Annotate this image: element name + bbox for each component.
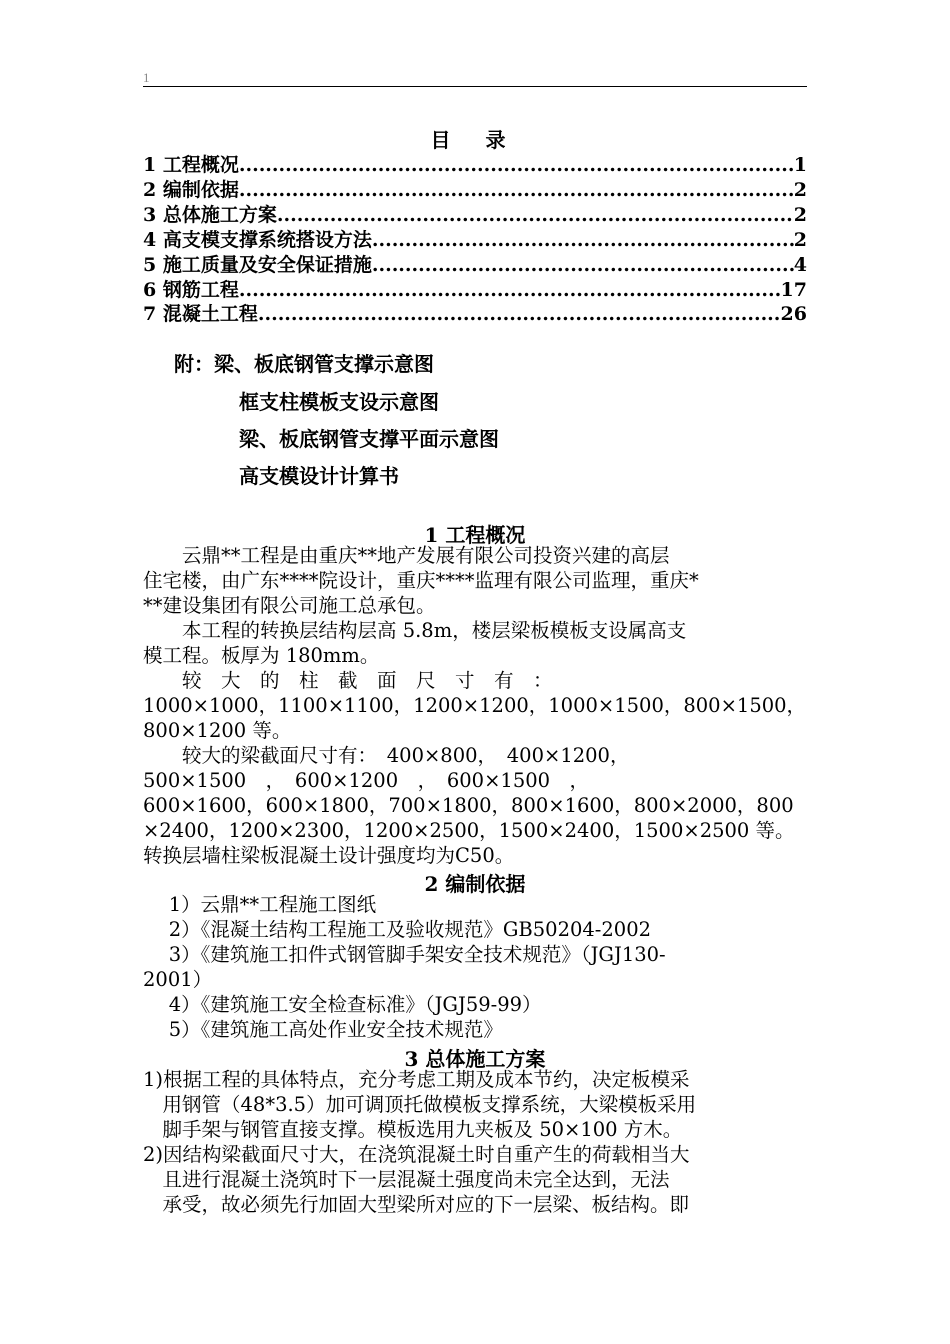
toc-item-page: 1 [793, 154, 807, 176]
body-line: 1000×1000，1100×1100，1200×1200，1000×1500，800×1500， [143, 694, 807, 717]
body-line: 较大的梁截面尺寸有： 400×800， 400×1200， [143, 744, 630, 767]
toc-leader [239, 179, 794, 201]
toc-item[interactable] [143, 175, 807, 199]
body-line: 800×1200 等。 [143, 719, 292, 742]
body-line: **建设集团有限公司施工总承包。 [143, 594, 436, 617]
body-line: 且进行混凝土浇筑时下一层混凝土强度尚未完全达到，无法 [143, 1168, 670, 1191]
body-line: 承受，故必须先行加固大型梁所对应的下一层梁、板结构。即 [143, 1193, 690, 1216]
body-line: 2）《混凝土结构工程施工及验收规范》GB50204-2002 [143, 918, 652, 941]
toc-item-page: 2 [793, 179, 807, 201]
body-line: 1)根据工程的具体特点，充分考虑工期及成本节约，决定板模采 [143, 1068, 690, 1091]
body-line: 2001） [143, 968, 213, 991]
toc-title: 目 录 [430, 128, 520, 152]
toc-leader [372, 229, 794, 251]
section-heading: 2 编制依据 [424, 872, 526, 896]
body-line: 600×1600，600×1800，700×1800，800×1600，800×2000，800 [143, 794, 794, 817]
toc-item-page: 2 [793, 204, 807, 226]
body-line: 模工程。板厚为 180mm。 [143, 644, 380, 667]
toc-item-title: 6 钢筋工程 [143, 279, 239, 301]
toc-leader [277, 204, 794, 226]
page-number: 1 [143, 70, 150, 85]
toc-item[interactable] [143, 150, 807, 174]
body-line: 云鼎**工程是由重庆**地产发展有限公司投资兴建的高层 [143, 544, 670, 567]
body-line: 1）云鼎**工程施工图纸 [143, 893, 377, 916]
body-line: ×2400，1200×2300，1200×2500，1500×2400，1500×2500 等。 [143, 819, 795, 842]
body-line: 3）《建筑施工扣件式钢管脚手架安全技术规范》（JGJ130- [143, 943, 666, 966]
toc-leader [239, 154, 794, 176]
toc-item[interactable] [143, 275, 807, 299]
toc-item-title: 3 总体施工方案 [143, 204, 277, 226]
body-line: 500×1500 ， 600×1200 ， 600×1500 ， [143, 769, 590, 792]
body-line: 较 大 的 柱 截 面 尺 寸 有 ： [143, 669, 553, 692]
toc-item-page: 17 [780, 279, 807, 301]
body-line: 4）《建筑施工安全检查标准》（JGJ59-99） [143, 993, 542, 1016]
appendix-item: 高支模设计计算书 [239, 464, 399, 488]
body-line: 脚手架与钢管直接支撑。模板选用九夹板及 50×100 方木。 [143, 1118, 683, 1141]
toc-item[interactable] [143, 225, 807, 249]
toc-item-title: 5 施工质量及安全保证措施 [143, 254, 372, 276]
body-line: 用钢管（48*3.5）加可调顶托做模板支撑系统，大梁模板采用 [143, 1093, 697, 1116]
appendix-lead: 附：梁、板底钢管支撑示意图 [174, 352, 434, 376]
toc-item[interactable] [143, 250, 807, 274]
toc-item[interactable] [143, 299, 807, 323]
toc-item-title: 2 编制依据 [143, 179, 239, 201]
section-heading: 1 工程概况 [424, 523, 526, 547]
toc-leader [258, 303, 781, 325]
toc-item-page: 4 [793, 254, 807, 276]
body-line: 转换层墙柱梁板混凝土设计强度均为C50。 [143, 844, 515, 867]
body-line: 2)因结构梁截面尺寸大，在浇筑混凝土时自重产生的荷载相当大 [143, 1143, 690, 1166]
toc-item[interactable] [143, 200, 807, 224]
toc-item-page: 26 [780, 303, 807, 325]
toc-item-page: 2 [793, 229, 807, 251]
body-line: 5）《建筑施工高处作业安全技术规范》 [143, 1018, 503, 1041]
toc-item-title: 1 工程概况 [143, 154, 239, 176]
header-rule [143, 86, 807, 87]
toc-leader [372, 254, 794, 276]
appendix-item: 梁、板底钢管支撑平面示意图 [239, 427, 499, 451]
toc-item-title: 4 高支模支撑系统搭设方法 [143, 229, 372, 251]
toc-item-title: 7 混凝土工程 [143, 303, 258, 325]
body-line: 住宅楼，由广东****院设计，重庆****监理有限公司监理，重庆* [143, 569, 699, 592]
appendix-item: 框支柱模板支设示意图 [239, 390, 439, 414]
body-line: 本工程的转换层结构层高 5.8m，楼层梁板模板支设属高支 [143, 619, 687, 642]
toc-leader [239, 279, 781, 301]
section-heading: 3 总体施工方案 [404, 1047, 546, 1071]
